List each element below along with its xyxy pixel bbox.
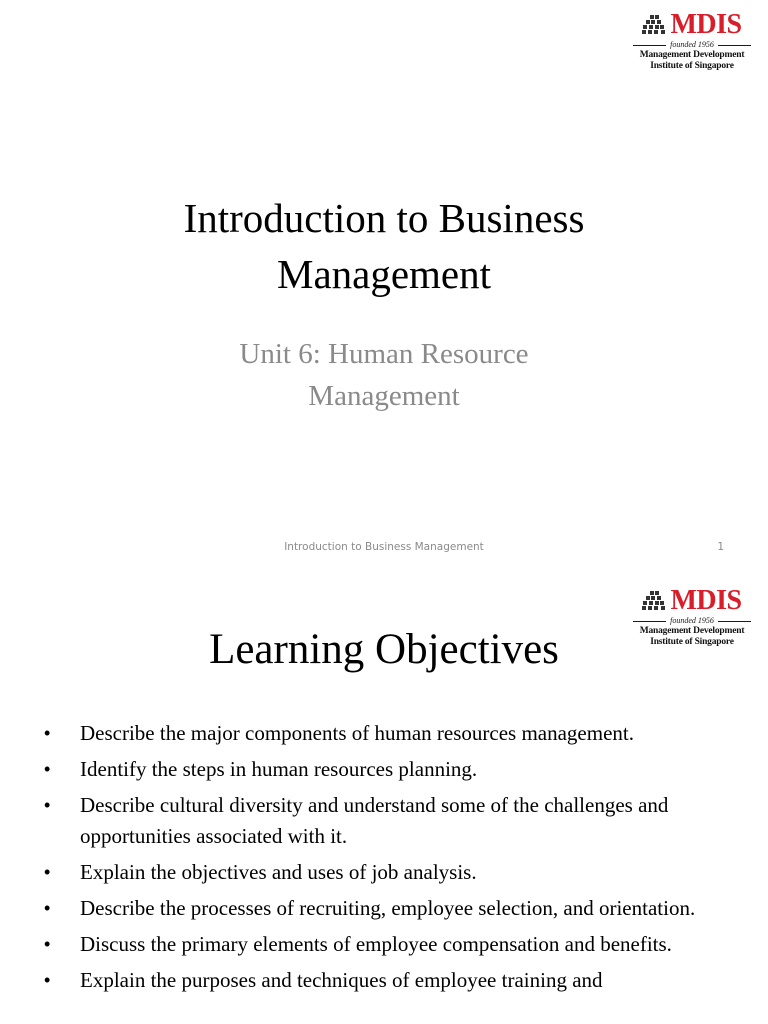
objective-text: Explain the purposes and techniques of employee training and	[80, 968, 603, 992]
objective-text: Describe cultural diversity and understand some of the challenges and opportunities associated with it.	[80, 793, 669, 848]
slide-title-line1: Introduction to Business	[183, 195, 585, 241]
logo-org-line1: Management Development	[639, 50, 745, 60]
bullet: •	[44, 934, 51, 954]
logo-word: MDIS	[670, 585, 742, 617]
mdis-logo	[633, 10, 751, 88]
objective-text: Discuss the primary elements of employee compensation and benefits.	[80, 932, 672, 956]
bullet: •	[44, 795, 51, 815]
objective-text: Describe the major components of human resources management.	[80, 721, 634, 745]
logo-emblem-icon	[642, 591, 666, 611]
list-item	[40, 857, 740, 888]
slide-page-number: 1	[717, 541, 724, 553]
bullet: •	[44, 898, 51, 918]
slide-subtitle-line2: Management	[308, 380, 460, 412]
slide-title-line2: Management	[276, 251, 492, 297]
logo-org-line2: Institute of Singapore	[650, 61, 734, 71]
logo-founded: founded 1956	[670, 616, 714, 625]
logo-emblem-icon	[642, 15, 666, 35]
logo-rule-right	[718, 621, 751, 622]
list-item	[40, 929, 740, 960]
logo-rule-left	[633, 45, 666, 46]
logo-mark	[633, 586, 751, 616]
slide-subtitle-line1: Unit 6: Human Resource	[239, 338, 529, 370]
list-item	[40, 893, 740, 924]
bullet: •	[44, 759, 51, 779]
logo-founded: founded 1956	[670, 40, 714, 49]
list-item	[40, 754, 740, 785]
objectives-list	[40, 718, 740, 1001]
objective-text: Identify the steps in human resources planning.	[80, 757, 478, 781]
logo-org-line1: Management Development	[639, 626, 745, 636]
objective-text: Describe the processes of recruiting, employee selection, and orientation.	[80, 896, 696, 920]
slide-subtitle	[134, 333, 634, 417]
logo-founded-row	[633, 40, 751, 50]
list-item	[40, 965, 740, 996]
list-item	[40, 718, 740, 749]
objectives-title: Learning Objectives	[209, 626, 559, 673]
slide-title	[84, 190, 684, 302]
list-item	[40, 790, 740, 852]
logo-rule-right	[718, 45, 751, 46]
logo-word: MDIS	[670, 9, 742, 41]
logo-mark	[633, 10, 751, 40]
bullet: •	[44, 970, 51, 990]
objectives-slide	[0, 576, 768, 1024]
logo-org-line2: Institute of Singapore	[650, 637, 734, 647]
objective-text: Explain the objectives and uses of job analysis.	[80, 860, 477, 884]
bullet: •	[44, 723, 51, 743]
bullet: •	[44, 862, 51, 882]
slide-footer: Introduction to Business Management	[284, 541, 484, 553]
